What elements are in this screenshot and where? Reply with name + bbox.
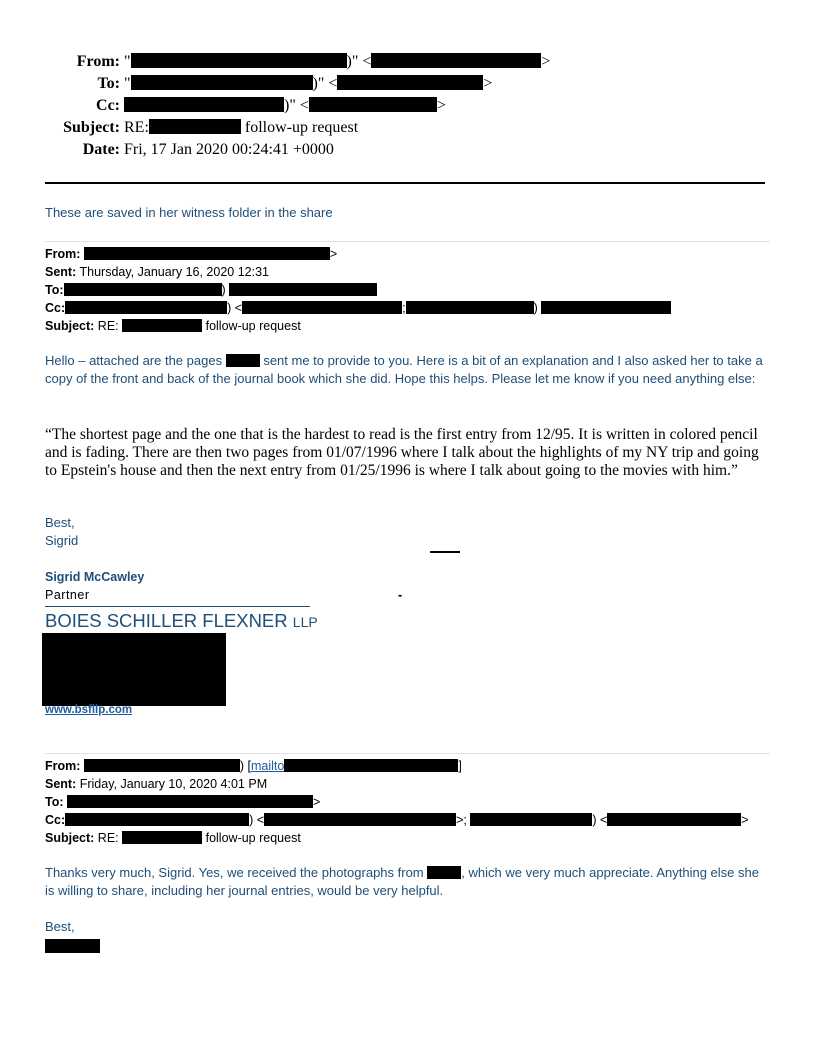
- message2-from-row: [45, 245, 671, 263]
- message3-cc-row: [45, 811, 749, 829]
- header-from-value: [124, 52, 550, 72]
- to-mid: )" <: [312, 75, 338, 92]
- redaction-block: [337, 75, 483, 90]
- message3-body: [45, 864, 770, 900]
- firm-suffix: LLP: [292, 614, 318, 630]
- message2-cc-mid2: ;: [402, 301, 406, 315]
- message3-body-part2: , which we very much appreciate. Anything else she is willing to share, including her journal entries, would be very helpful.: [45, 865, 759, 898]
- message2-header: [45, 245, 671, 335]
- header-divider: [45, 182, 765, 184]
- message3-to-row: [45, 793, 749, 811]
- redaction-block: [124, 97, 284, 112]
- signature-title: Partner: [45, 588, 90, 602]
- redaction-block: [65, 813, 249, 826]
- message3-sent-row: [45, 775, 749, 793]
- message2-sent-row: [45, 263, 671, 281]
- mailto-link[interactable]: mailto: [251, 759, 285, 773]
- message3-to-label: To:: [45, 795, 64, 809]
- message2-cc-mid1: ) <: [227, 301, 243, 315]
- redaction-block: [226, 354, 260, 367]
- redaction-block: [65, 301, 227, 314]
- message3-sent-value: Friday, January 10, 2020 4:01 PM: [79, 777, 268, 791]
- redaction-block: [229, 283, 377, 296]
- message3-from-row: [45, 757, 749, 775]
- message2-closing-name: Sigrid: [45, 533, 79, 548]
- signature-name: Sigrid McCawley: [45, 570, 145, 584]
- redaction-block: [64, 283, 222, 296]
- message3-header: [45, 757, 749, 847]
- redaction-block: [131, 53, 347, 68]
- message2-to-row: [45, 281, 671, 299]
- message3-cc-mid2: >;: [456, 813, 467, 827]
- message2-from-end: >: [329, 247, 338, 261]
- firm-name: BOIES SCHILLER FLEXNER: [45, 610, 288, 631]
- message2-sent-value: Thursday, January 16, 2020 12:31: [79, 265, 269, 279]
- header-date-label: Date:: [82, 141, 120, 158]
- from-mid: )" <: [346, 53, 372, 70]
- message2-sent-label: Sent:: [45, 265, 77, 279]
- from-end: >: [541, 53, 551, 70]
- stray-line: [430, 551, 460, 553]
- redaction-block: [67, 795, 313, 808]
- cc-end: >: [436, 97, 446, 114]
- message2-subject-prefix: RE:: [97, 319, 119, 333]
- header-subject-label: Subject:: [63, 119, 120, 136]
- redaction-block: [131, 75, 313, 90]
- reply-body: These are saved in her witness folder in the share: [45, 205, 333, 220]
- message3-closing: Best,: [45, 919, 75, 934]
- message2-subject-label: Subject:: [45, 319, 95, 333]
- redaction-block: [84, 247, 330, 260]
- message2-cc-row: [45, 299, 671, 317]
- message2-cc-label: Cc:: [45, 301, 66, 315]
- redaction-block: [242, 301, 402, 314]
- message3-subject-suffix: follow-up request: [205, 831, 301, 845]
- redaction-block: [264, 813, 456, 826]
- firm-logo-text: [45, 610, 318, 633]
- message-separator: [45, 241, 770, 242]
- to-end: >: [483, 75, 493, 92]
- message2-subject-row: [45, 317, 671, 335]
- message3-from-mid: ) [: [239, 759, 252, 773]
- message2-to-label: To:: [45, 283, 64, 297]
- message3-cc-mid1: ) <: [249, 813, 265, 827]
- firm-website-link[interactable]: [45, 702, 132, 718]
- redaction-block-address: [42, 633, 226, 706]
- redaction-block: [122, 319, 202, 332]
- redaction-block: [84, 759, 240, 772]
- redaction-block: [371, 53, 541, 68]
- message3-sent-label: Sent:: [45, 777, 77, 791]
- message2-closing: Best,: [45, 515, 75, 530]
- stray-dash: -: [398, 588, 403, 602]
- message2-body-part1: Hello – attached are the pages: [45, 353, 223, 368]
- header-subject-value: [124, 118, 358, 138]
- redaction-block: [284, 759, 458, 772]
- header-from-label: From:: [76, 53, 120, 70]
- message3-cc-label: Cc:: [45, 813, 66, 827]
- message3-cc-mid3: ) <: [592, 813, 608, 827]
- signature-rule: [45, 606, 310, 607]
- message3-cc-end: >: [741, 813, 749, 827]
- subject-prefix: RE:: [124, 119, 149, 136]
- message3-body-part1: Thanks very much, Sigrid. Yes, we received the photographs from: [45, 865, 424, 880]
- redaction-block: [470, 813, 592, 826]
- message2-cc-mid3: ): [533, 301, 538, 315]
- message2-from-label: From:: [45, 247, 81, 261]
- cc-mid: )" <: [284, 97, 309, 114]
- message2-to-mid: ): [221, 283, 226, 297]
- message3-to-end: >: [313, 795, 321, 809]
- redaction-block: [541, 301, 671, 314]
- header-cc-label: Cc:: [96, 97, 120, 114]
- message2-body: [45, 352, 770, 388]
- message-separator: [45, 753, 770, 754]
- journal-quote: “The shortest page and the one that is the hardest to read is the first entry from 12/95. It is written in colored pencil and is fading. There are then two pages from 01/07/1996 where I talk about the highlights of my NY trip and going to Epstein's house and then the next entry from 01/25/1996 is where I talk about going to the movies with him.”: [45, 426, 759, 479]
- message3-from-end: ]: [458, 759, 462, 773]
- header-to-label: To:: [97, 75, 120, 92]
- redaction-block-signature: [45, 939, 100, 953]
- message3-from-label: From:: [45, 759, 81, 773]
- redaction-block: [149, 119, 241, 134]
- header-cc-value: [124, 96, 446, 116]
- message3-subject-row: [45, 829, 749, 847]
- redaction-block: [122, 831, 202, 844]
- to-quote: ": [124, 75, 131, 92]
- redaction-block: [607, 813, 741, 826]
- message3-subject-prefix: RE:: [97, 831, 119, 845]
- from-quote: ": [124, 53, 131, 70]
- website-text[interactable]: www.bsfllp.com: [45, 704, 133, 716]
- redaction-block: [309, 97, 437, 112]
- message3-subject-label: Subject:: [45, 831, 95, 845]
- subject-suffix: follow-up request: [244, 119, 359, 136]
- redaction-block: [406, 301, 534, 314]
- message2-body-part2: sent me to provide to you. Here is a bit of an explanation and I also asked her to take a copy of the front and back of the journal book which she did. Hope this helps. Please let me know if you need anything else:: [45, 353, 763, 386]
- message2-subject-suffix: follow-up request: [205, 319, 301, 333]
- header-date-value: Fri, 17 Jan 2020 00:24:41 +0000: [124, 141, 334, 158]
- redaction-block: [427, 866, 461, 879]
- header-to-value: [124, 74, 492, 94]
